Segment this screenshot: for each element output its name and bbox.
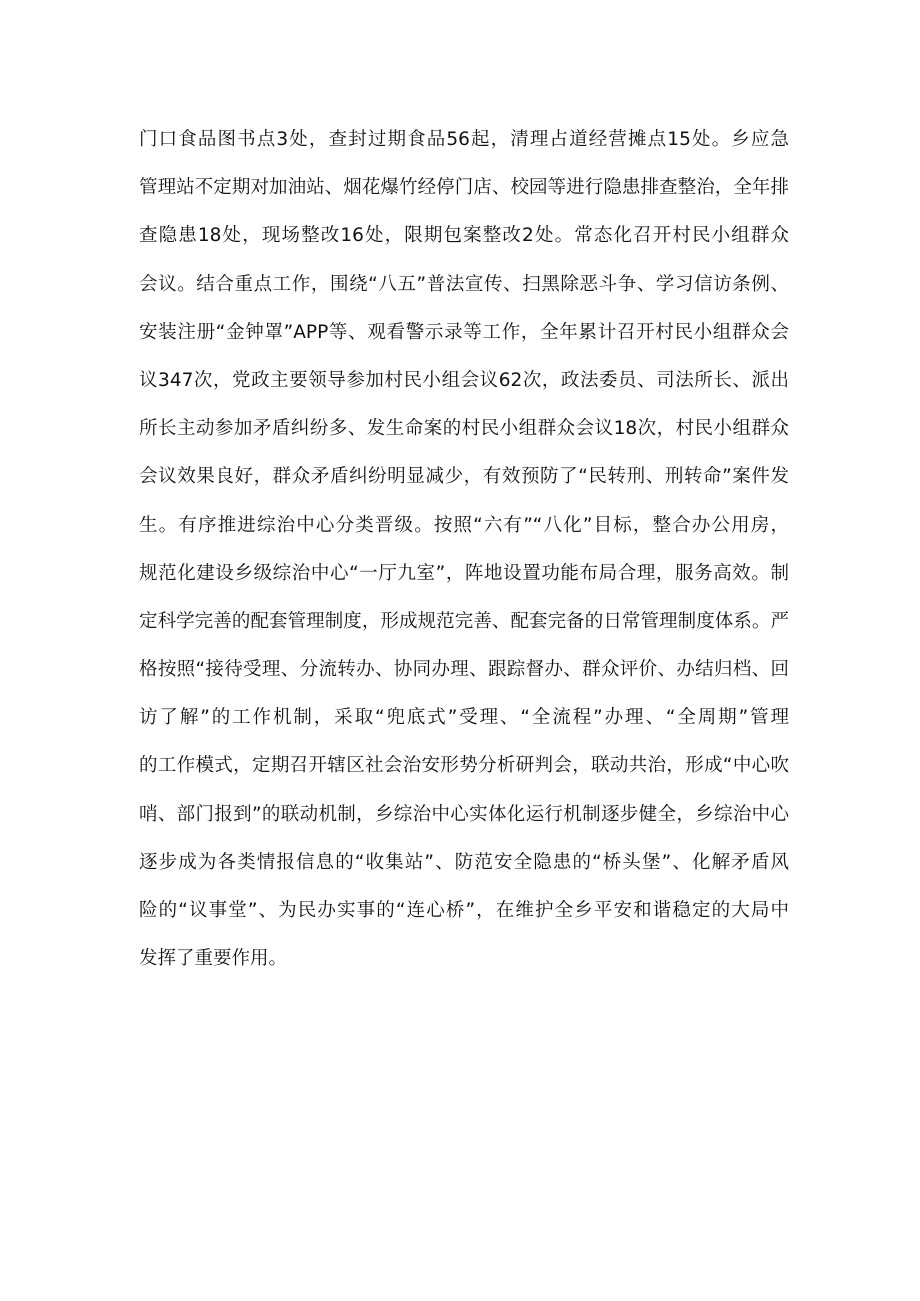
text-line: 会议效果良好，群众矛盾纠纷明显减少，有效预防了“民转刑、刑转命”案件发 (139, 466, 789, 488)
text-line: 哨、部门报到”的联动机制，乡综治中心实体化运行机制逐步健全，乡综治中心 (139, 803, 789, 825)
text-line: 门口食品图书点3处，查封过期食品56起，清理占道经营摊点15处。乡应急 (139, 129, 789, 150)
text-line: 逐步成为各类情报信息的“收集站”、防范安全隐患的“桥头堡”、化解矛盾风 (139, 851, 789, 873)
text-line: 的工作模式，定期召开辖区社会治安形势分析研判会，联动共治，形成“中心吹 (139, 755, 789, 777)
text-line: 发挥了重要作用。 (139, 948, 288, 970)
text-line: 格按照“接待受理、分流转办、协同办理、跟踪督办、群众评价、办结归档、回 (139, 659, 789, 681)
text-line: 访了解”的工作机制，采取“兜底式”受理、“全流程”办理、“全周期”管理 (139, 707, 789, 729)
text-line: 管理站不定期对加油站、烟花爆竹经停门店、校园等进行隐患排查整治，全年排 (139, 177, 789, 199)
text-line: 议347次，党政主要领导参加村民小组会议62次，政法委员、司法所长、派出 (139, 369, 789, 391)
body-paragraph (139, 116, 789, 983)
text-line: 会议。结合重点工作，围绕“八五”普法宣传、扫黑除恶斗争、学习信访条例、 (139, 273, 789, 295)
text-line: 安装注册“金钟罩”APP等、观看警示录等工作，全年累计召开村民小组群众会 (139, 321, 789, 343)
text-line: 险的“议事堂”、为民办实事的“连心桥”，在维护全乡平安和谐稳定的大局中 (139, 900, 789, 921)
text-line: 所长主动参加矛盾纠纷多、发生命案的村民小组群众会议18次，村民小组群众 (139, 418, 789, 440)
text-line: 规范化建设乡级综治中心“一厅九室”，阵地设置功能布局合理，服务高效。制 (139, 562, 789, 584)
text-line: 定科学完善的配套管理制度，形成规范完善、配套完备的日常管理制度体系。严 (139, 610, 789, 632)
text-line: 查隐患18处，现场整改16处，限期包案整改2处。常态化召开村民小组群众 (139, 225, 789, 247)
text-line: 生。有序推进综治中心分类晋级。按照“六有”“八化”目标，整合办公用房， (139, 514, 789, 536)
